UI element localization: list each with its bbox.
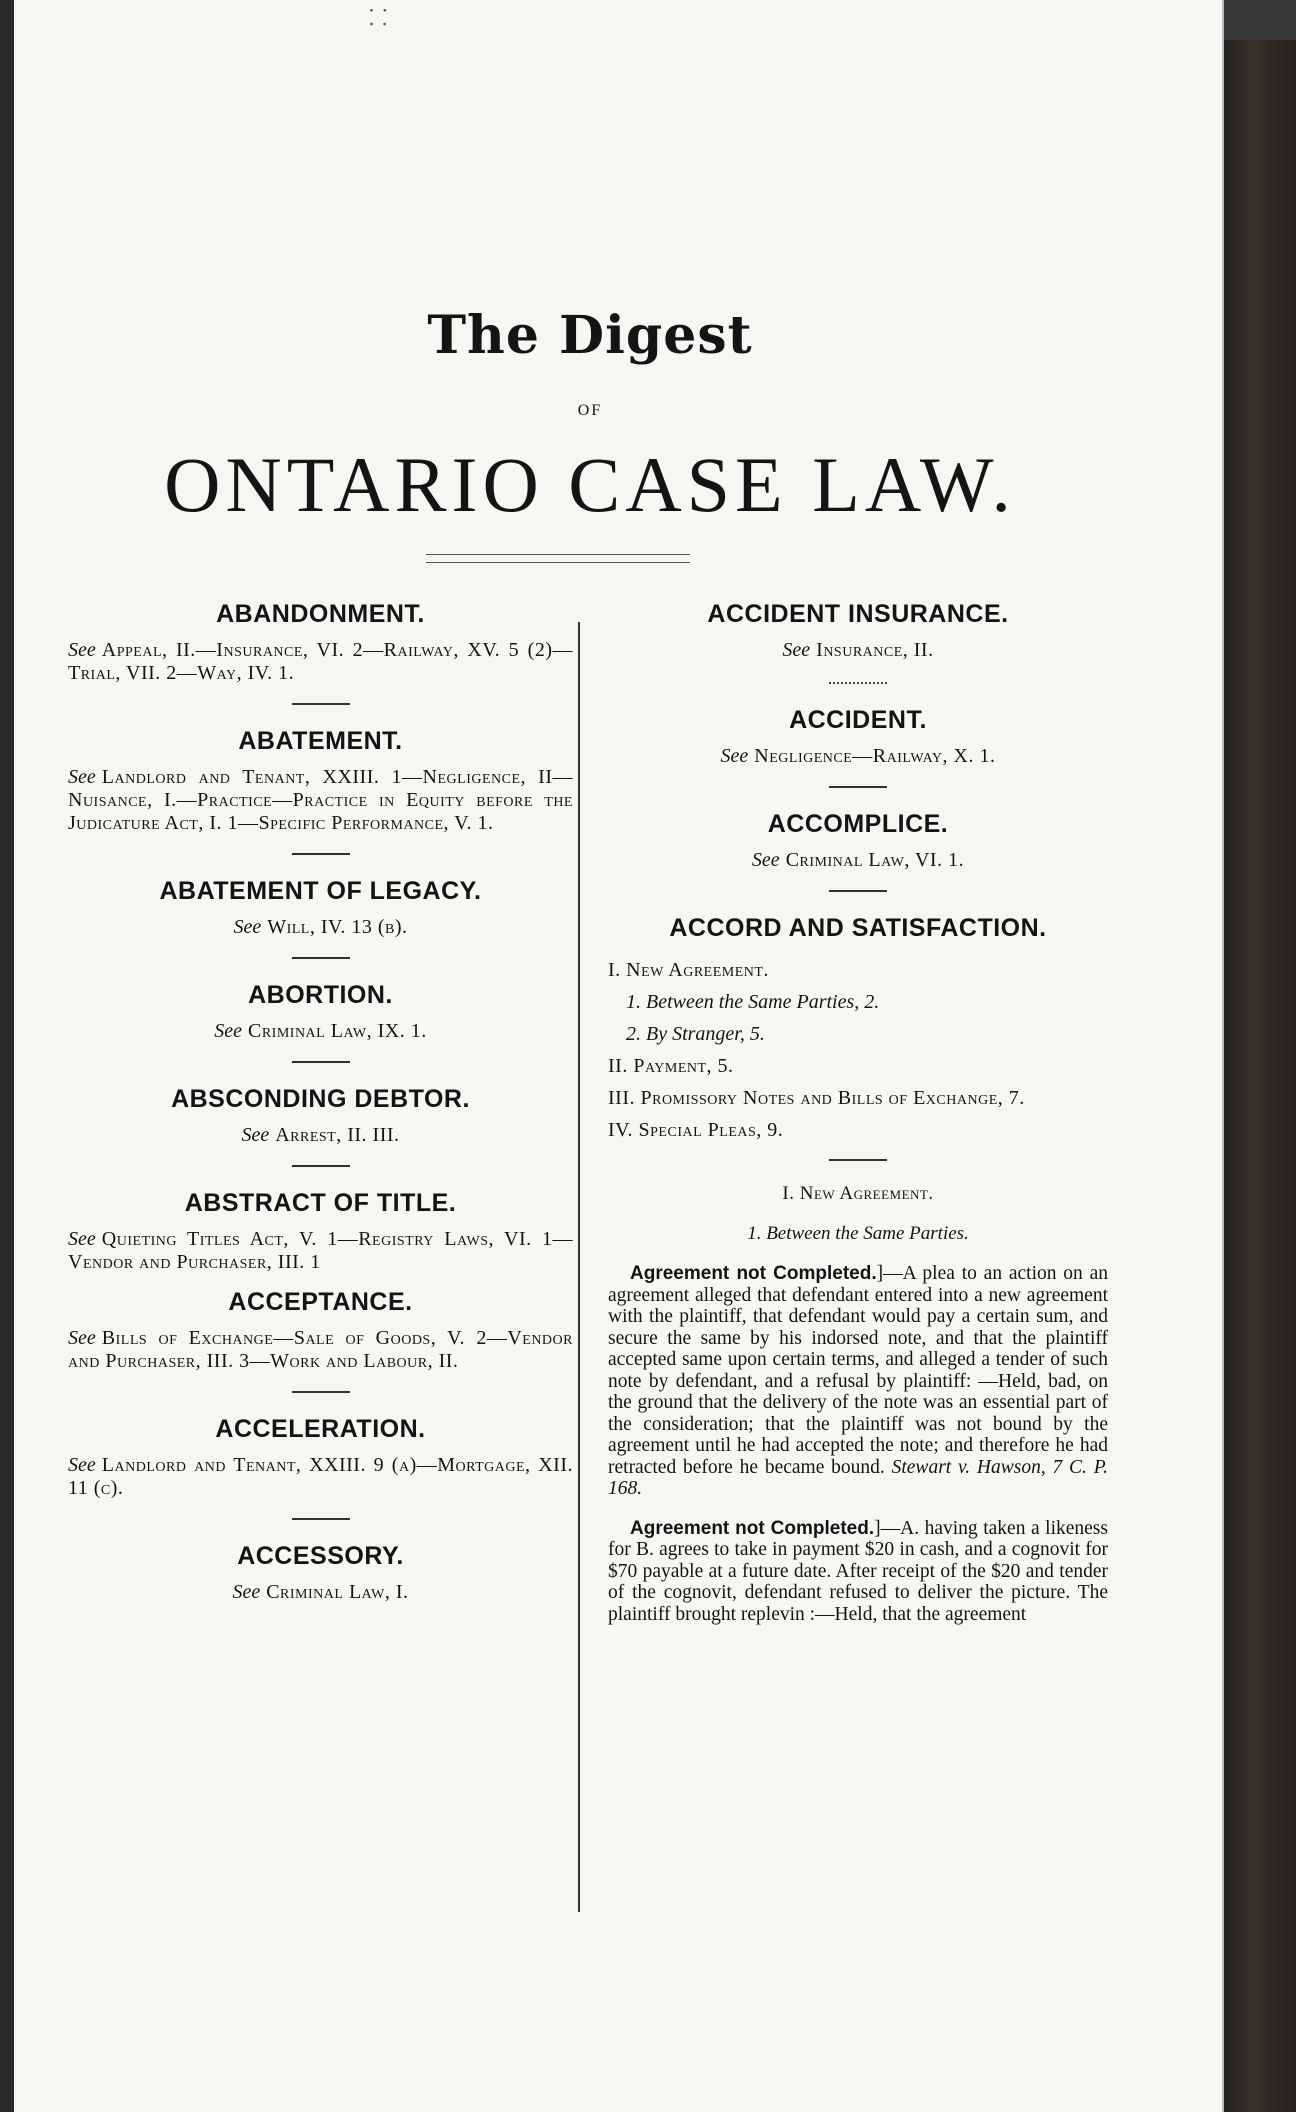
case-text: ]—A plea to an action on an agreement alleged that defendant entered into a new agreement with the plaintiff, that defendant would pay a certain sum, and secure the same by his indorsed note, and that the plaintiff accepted same upon certain terms, and alleged a tender of such note by defendant, and a refusal by plaintiff: —Held, bad, on the ground that the delivery of the note was an essential part of the consideration; that the plaintiff was not bound by the agreement until he had accepted the note; and therefore he had retracted before he became bound.: [608, 1263, 1108, 1478]
entry-separator: [292, 703, 350, 705]
cross-reference: Insurance, II.: [816, 639, 934, 661]
entry-heading: ACCELERATION.: [215, 1415, 426, 1443]
entry-heading: ABORTION.: [248, 981, 393, 1009]
title-digest: The Digest: [427, 305, 753, 366]
cross-reference: Landlord and Tenant, XXIII. 1—Negligence, II—Nuisance, I.—Practice—Practice in Equity before the Judicature Act, I. 1—Specific Performance, V. 1.: [68, 766, 573, 834]
outline-item: 2. By Stranger, 5.: [626, 1023, 765, 1045]
entry-heading: ACCESSORY.: [237, 1542, 404, 1570]
case-paragraph: [608, 1518, 1108, 1626]
left-column: [68, 600, 573, 1604]
see-label: See: [782, 639, 811, 661]
case-text: ]—A. having taken a likeness for B. agrees to take in payment $20 in cash, and a cognovit for $70 payable at a future date. After receipt of the $20 and tender of the cognovit, defendant refused to deliver the picture. The plaintiff brought replevin :—Held, that the agreement: [608, 1517, 1108, 1625]
title-of: OF: [577, 402, 603, 419]
see-label: See: [233, 916, 262, 938]
column-divider: [578, 622, 580, 1912]
cross-reference: Quieting Titles Act, V. 1—Registry Laws, VI. 1—Vendor and Purchaser, III. 1: [68, 1228, 573, 1273]
entry-heading: ACCORD AND SATISFACTION.: [669, 914, 1047, 942]
cross-reference: Landlord and Tenant, XXIII. 9 (a)—Mortgage, XII. 11 (c).: [68, 1454, 573, 1499]
see-label: See: [214, 1020, 242, 1042]
case-head: Agreement not Completed.: [630, 1517, 875, 1539]
entry-heading: ABSTRACT OF TITLE.: [184, 1189, 457, 1217]
title-main: ONTARIO CASE LAW.: [164, 441, 1016, 528]
entry-heading: ACCIDENT.: [789, 706, 927, 734]
entry-accident-insurance: [608, 600, 1108, 662]
entry-accord-and-satisfaction: [608, 914, 1108, 1625]
entry-acceptance: [68, 1288, 573, 1373]
entry-abstract-of-title: [68, 1189, 573, 1274]
entry-accomplice: [608, 810, 1108, 872]
see-label: See: [68, 1327, 96, 1349]
entry-separator: [292, 1518, 350, 1520]
cross-reference: Bills of Exchange—Sale of Goods, V. 2—Vendor and Purchaser, III. 3—Work and Labour, II.: [68, 1327, 573, 1372]
cross-reference: Arrest, II. III.: [275, 1124, 400, 1146]
book-spine-left: [0, 0, 14, 2112]
outline-item: III. Promissory Notes and Bills of Exchange, 7.: [608, 1087, 1025, 1109]
cross-reference: Negligence—Railway, X. 1.: [754, 745, 996, 767]
entry-heading: ACCOMPLICE.: [767, 810, 949, 838]
entry-abatement-of-legacy: [68, 877, 573, 939]
entry-accident: [608, 706, 1108, 768]
see-label: See: [68, 1228, 96, 1250]
entry-heading: ABATEMENT.: [238, 727, 403, 755]
entry-separator: [292, 853, 350, 855]
see-label: See: [720, 745, 749, 767]
cross-reference: Criminal Law, I.: [266, 1581, 409, 1603]
see-label: See: [751, 849, 780, 871]
subsection-title: 1. Between the Same Parties.: [747, 1223, 969, 1244]
right-column: [608, 600, 1108, 1625]
entry-separator: [292, 1165, 350, 1167]
entry-heading: ACCEPTANCE.: [228, 1288, 413, 1316]
outline-item: II. Payment, 5.: [608, 1055, 734, 1077]
entry-separator: [829, 682, 887, 684]
entry-separator: [829, 890, 887, 892]
entry-heading: ABANDONMENT.: [216, 600, 425, 628]
cross-reference: Criminal Law, IX. 1.: [248, 1020, 427, 1042]
cross-reference: Will, IV. 13 (b).: [267, 916, 408, 938]
see-label: See: [68, 639, 96, 661]
section-title: I. New Agreement.: [782, 1183, 934, 1204]
entry-acceleration: [68, 1415, 573, 1500]
entry-abortion: [68, 981, 573, 1043]
book-page: [14, 0, 1224, 2112]
entry-heading: ACCIDENT INSURANCE.: [707, 600, 1009, 628]
ink-smudge-icon: ⸬: [369, 5, 388, 30]
entry-abandonment: [68, 600, 573, 685]
cross-reference: Appeal, II.—Insurance, VI. 2—Railway, XV. 5 (2)—Trial, VII. 2—Way, IV. 1.: [68, 639, 573, 684]
entry-separator: [829, 786, 887, 788]
see-label: See: [68, 766, 96, 788]
outline-item: I. New Agreement.: [608, 959, 769, 981]
entry-separator: [292, 1061, 350, 1063]
see-label: See: [68, 1454, 96, 1476]
entry-separator: [292, 1391, 350, 1393]
case-head: Agreement not Completed.: [630, 1263, 877, 1284]
book-spine-right: [1220, 40, 1296, 2112]
entry-abatement: [68, 727, 573, 835]
see-label: See: [232, 1581, 261, 1603]
outline: [608, 959, 1108, 1141]
entry-absconding-debtor: [68, 1085, 573, 1147]
see-label: See: [241, 1124, 270, 1146]
title-rule: [426, 554, 690, 563]
entry-separator: [292, 957, 350, 959]
entry-heading: ABATEMENT OF LEGACY.: [159, 877, 482, 905]
entry-heading: ABSCONDING DEBTOR.: [171, 1085, 470, 1113]
outline-item: IV. Special Pleas, 9.: [608, 1119, 784, 1141]
outline-item: 1. Between the Same Parties, 2.: [626, 991, 880, 1013]
case-citation: Stewart v. Hawson, 7 C. P. 168.: [608, 1456, 1109, 1499]
cross-reference: Criminal Law, VI. 1.: [785, 849, 965, 871]
entry-accessory: [68, 1542, 573, 1604]
entry-separator: [829, 1159, 887, 1161]
case-paragraph: [608, 1263, 1108, 1500]
